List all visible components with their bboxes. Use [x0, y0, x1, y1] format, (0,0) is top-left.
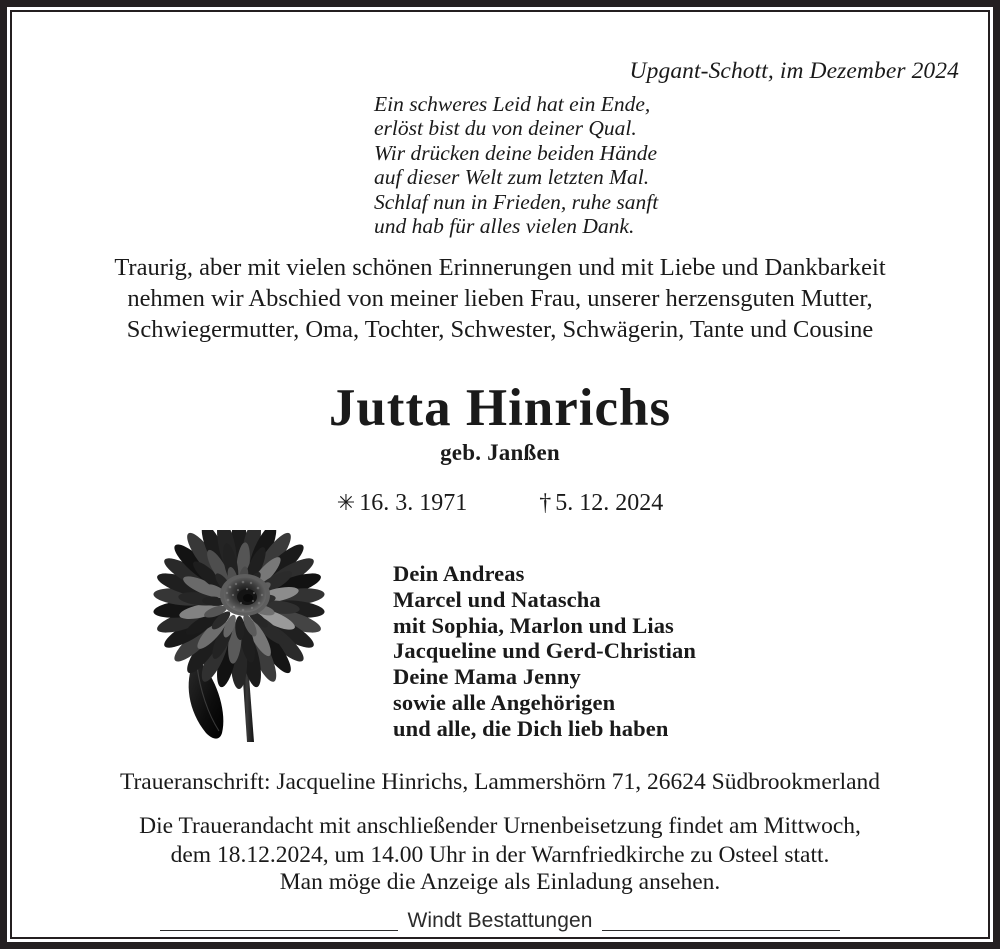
- family-line: Jacqueline und Gerd-Christian: [393, 638, 696, 664]
- family-line: Dein Andreas: [393, 561, 525, 586]
- deceased-name: Jutta Hinrichs: [328, 379, 672, 437]
- poem-line: erlöst bist du von deiner Qual.: [374, 116, 637, 141]
- death-cross-icon: †: [539, 490, 552, 516]
- mourning-address: Traueranschrift: Jacqueline Hinrichs, Lammershörn 71, 26624 Südbrookmerland: [119, 769, 881, 795]
- family-line: Deine Mama Jenny: [393, 664, 581, 690]
- funeral-home-banner: [12, 909, 988, 933]
- service-line: dem 18.12.2024, um 14.00 Uhr in der Warnfriedkirche zu Osteel statt.: [170, 841, 830, 868]
- family-line: und alle, die Dich lieb haben: [393, 715, 669, 741]
- poem-line: und hab für alles vielen Dank.: [374, 214, 635, 239]
- funeral-home-name: Windt Bestattungen: [407, 909, 593, 932]
- death-date: 5. 12. 2024: [555, 490, 664, 516]
- life-dates: [12, 490, 988, 517]
- service-line: Die Trauerandacht mit anschließender Urnenbeisetzung findet am Mittwoch,: [139, 813, 861, 839]
- birth-date: 16. 3. 1971: [359, 490, 468, 516]
- intro-line: nehmen wir Abschied von meiner lieben Frau, unserer herzensguten Mutter,: [127, 285, 873, 312]
- family-line: sowie alle Angehörigen: [393, 689, 616, 715]
- deceased-maiden-name: geb. Janßen: [440, 440, 560, 465]
- poem-line: Schlaf nun in Frieden, ruhe sanft: [374, 189, 659, 214]
- introduction-text: [12, 252, 988, 345]
- gerbera-daisy-illustration: [144, 530, 334, 745]
- dateline: Upgant-Schott, im Dezember 2024: [629, 58, 959, 84]
- invitation-note: Man möge die Anzeige als Einladung ansehen.: [279, 869, 721, 895]
- family-signature-list: [393, 561, 696, 742]
- poem-line: Wir drücken deine beiden Hände: [374, 140, 657, 165]
- intro-line: Schwiegermutter, Oma, Tochter, Schwester, Schwägerin, Tante und Cousine: [126, 316, 874, 343]
- death-date-group: [539, 490, 663, 516]
- birth-star-icon: ✳: [336, 490, 356, 515]
- family-line: mit Sophia, Marlon und Lias: [393, 612, 674, 638]
- intro-line: Traurig, aber mit vielen schönen Erinnerungen und mit Liebe und Dankbarkeit: [114, 254, 886, 281]
- family-line: Marcel und Natascha: [393, 586, 601, 612]
- inner-frame-border: [10, 10, 990, 939]
- memorial-poem: [374, 92, 658, 238]
- poem-line: Ein schweres Leid hat ein Ende,: [374, 92, 651, 116]
- banner-rule-right: [602, 930, 840, 931]
- poem-line: auf dieser Welt zum letzten Mal.: [374, 165, 650, 190]
- service-details: [12, 812, 988, 869]
- birth-date-group: [337, 490, 467, 516]
- banner-rule-left: [160, 930, 398, 931]
- notice-content: [12, 12, 988, 937]
